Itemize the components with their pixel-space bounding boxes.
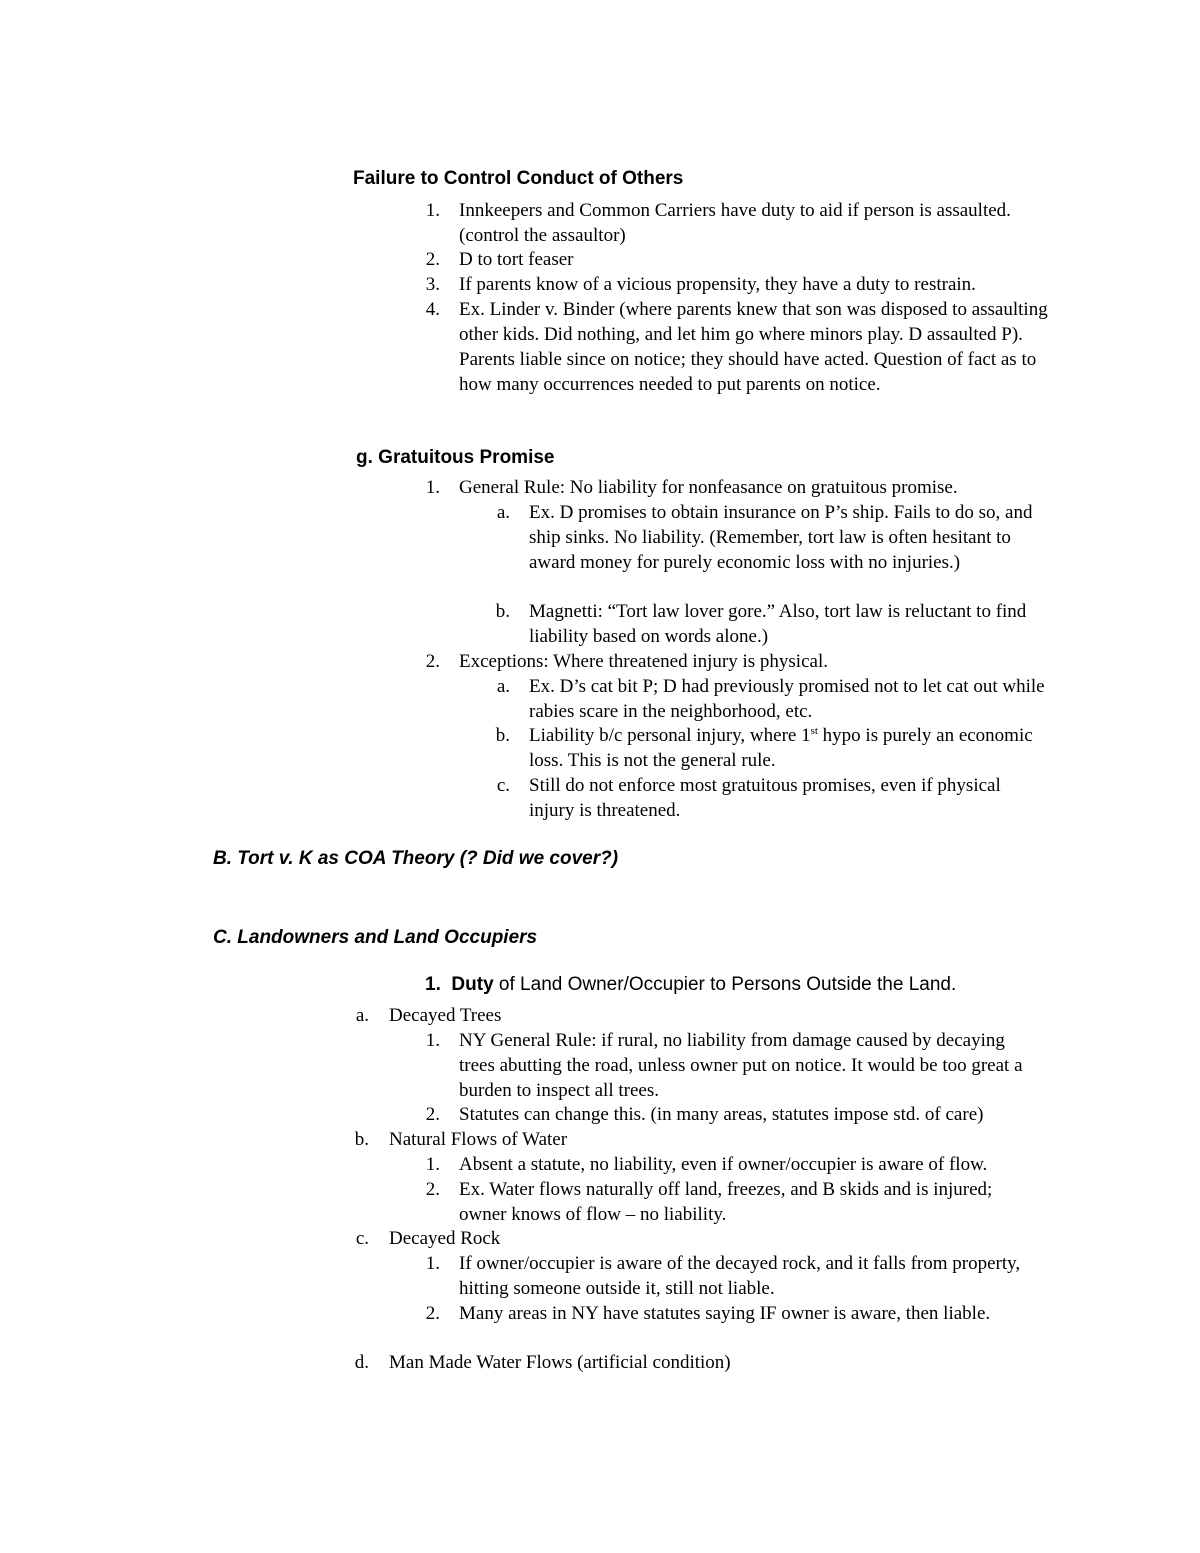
list-item: NY General Rule: if rural, no liability from damage caused by decaying trees abutting the road, unless owner put on notice. It would be too great a burden to inspect all trees.	[459, 1030, 1023, 1101]
list-item: General Rule: No liability for nonfeasance on gratuitous promise.	[459, 477, 958, 498]
list-marker: a.	[496, 676, 510, 697]
list-marker: c.	[496, 775, 510, 796]
list-marker: b.	[354, 1129, 369, 1150]
heading-failure-to-control: Failure to Control Conduct of Others	[353, 168, 684, 189]
list-item: Ex. Water flows naturally off land, freezes, and B skids and is injured; owner knows of flow – no liability.	[459, 1179, 993, 1225]
list-marker: 2.	[425, 1104, 440, 1125]
list-marker: 1.	[425, 1154, 440, 1175]
list-item: Innkeepers and Common Carriers have duty to aid if person is assaulted. (control the assaultor)	[459, 200, 1011, 246]
heading-landowners: C. Landowners and Land Occupiers	[213, 927, 538, 948]
list-marker: a.	[355, 1005, 369, 1026]
list-marker: 1.	[425, 1030, 440, 1051]
heading-gratuitous-promise: g. Gratuitous Promise	[356, 447, 555, 468]
list-item: Absent a statute, no liability, even if owner/occupier is aware of flow.	[459, 1154, 988, 1175]
list-item: Ex. D’s cat bit P; D had previously promised not to let cat out while rabies scare in the neighborhood, etc.	[529, 676, 1045, 722]
list-marker: b.	[495, 601, 510, 622]
list-item: Decayed Trees	[389, 1005, 502, 1026]
list-marker: 2.	[425, 1179, 440, 1200]
list-marker: 2.	[425, 651, 440, 672]
list-item: Magnetti: “Tort law lover gore.” Also, tort law is reluctant to find liability based on words alone.)	[529, 601, 1027, 647]
heading-tort-v-k: B. Tort v. K as COA Theory (? Did we cover?)	[213, 848, 619, 869]
list-marker: 4.	[425, 299, 440, 320]
list-marker: a.	[496, 502, 510, 523]
list-item: Ex. D promises to obtain insurance on P’s ship. Fails to do so, and ship sinks. No liability. (Remember, tort law is often hesitant to award money for purely economic loss with no injuries.)	[529, 502, 1033, 573]
duty-subheading: 1. Duty of Land Owner/Occupier to Persons Outside the Land.	[425, 974, 957, 995]
list-item: Ex. Linder v. Binder (where parents knew that son was disposed to assaulting other kids. Did nothing, and let him go where minors play. D assaulted P). Parents liable since on notice; they should have acted. Question of fact as to how many occurrences needed to put parents on notice.	[459, 299, 1048, 395]
list-item: If owner/occupier is aware of the decayed rock, and it falls from property, hitting someone outside it, still not liable.	[459, 1253, 1021, 1299]
list-marker: d.	[354, 1352, 369, 1373]
list-marker: 1.	[425, 1253, 440, 1274]
list-item: Man Made Water Flows (artificial condition)	[389, 1352, 731, 1373]
list-item: Liability b/c personal injury, where 1st hypo is purely an economic loss. This is not the general rule.	[529, 725, 1033, 771]
list-item: Statutes can change this. (in many areas, statutes impose std. of care)	[459, 1104, 984, 1125]
list-marker: 1.	[425, 477, 440, 498]
list-item: Exceptions: Where threatened injury is physical.	[459, 651, 828, 672]
list-marker: 3.	[425, 274, 440, 295]
list-marker: 1.	[425, 200, 440, 221]
list-marker: c.	[355, 1228, 369, 1249]
superscript: st	[810, 725, 818, 737]
list-item: Still do not enforce most gratuitous promises, even if physical injury is threatened.	[529, 775, 1001, 821]
list-item: Many areas in NY have statutes saying IF owner is aware, then liable.	[459, 1303, 991, 1324]
list-item: D to tort feaser	[459, 249, 574, 270]
list-marker: b.	[495, 725, 510, 746]
list-item: If parents know of a vicious propensity, they have a duty to restrain.	[459, 274, 976, 295]
list-item: Natural Flows of Water	[389, 1129, 568, 1150]
list-marker: 2.	[425, 1303, 440, 1324]
list-item: Decayed Rock	[389, 1228, 501, 1249]
list-marker: 2.	[425, 249, 440, 270]
